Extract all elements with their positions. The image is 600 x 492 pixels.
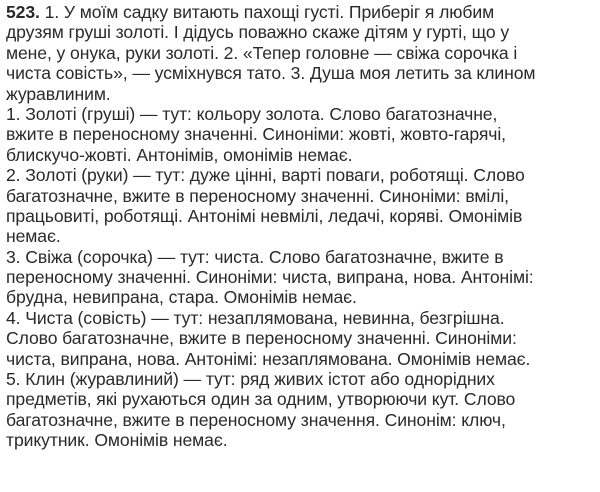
text-line: працьовиті, роботящі. Антонімі невмілі, ледачі, коряві. Омонімів xyxy=(6,205,523,226)
text-line: переносному значенні. Синоніми: чиста, випрана, нова. Антонімі: xyxy=(6,267,534,288)
exercise-number: 523. xyxy=(6,2,40,22)
line-text: 1. У моїм садку витають пахощі густі. Приберіг я любим xyxy=(39,2,495,22)
text-line: 3. Свіжа (сорочка) — тут: чиста. Слово багатозначне, вжите в xyxy=(6,246,504,267)
text-line: чиста, випрана, нова. Антонімі: незаплямована. Омонімів немає. xyxy=(6,348,531,369)
answer-text xyxy=(6,2,598,451)
text-line: вжите в переносному значенні. Синоніми: жовті, жовто-гарячі, xyxy=(6,124,506,145)
text-line: трикутник. Омонімів немає. xyxy=(6,430,228,451)
text-line: багатозначне, вжите в переносному значення. Синонім: ключ, xyxy=(6,409,506,430)
text-line: багатозначне, вжите в переносному значенні. Синоніми: вмілі, xyxy=(6,185,509,206)
text-line: 2. Золоті (руки) — тут: дуже цінні, варті поваги, роботящі. Слово xyxy=(6,165,525,186)
text-line: Слово багатозначне, вжите в переносному значенні. Синоніми: xyxy=(6,328,517,349)
text-line: чиста совість», — усміхнувся тато. 3. Душа моя летить за клином xyxy=(6,63,536,84)
text-line xyxy=(6,2,598,22)
text-line: брудна, невипрана, стара. Омонімів немає. xyxy=(6,287,357,308)
text-line: журавлиним. xyxy=(6,83,111,104)
text-line: 5. Клин (журавлиний) — тут: ряд живих істот або однорідних xyxy=(6,369,495,390)
text-line: 4. Чиста (совість) — тут: незаплямована, невинна, безгрішна. xyxy=(6,307,505,328)
text-line: 1. Золоті (груші) — тут: кольору золота. Слово багатозначне, xyxy=(6,103,498,124)
text-line: немає. xyxy=(6,226,61,247)
text-line: предметів, які рухаються один за одним, утворюючи кут. Слово xyxy=(6,389,516,410)
text-line: друзям груші золоті. І дідусь поважно скаже дітям у гурті, що у xyxy=(6,22,510,43)
text-line: блискучо-жовті. Антонімів, омонімів немає. xyxy=(6,144,353,165)
text-line: мене, у онука, руки золоті. 2. «Тепер головне — свіжа сорочка і xyxy=(6,42,518,63)
